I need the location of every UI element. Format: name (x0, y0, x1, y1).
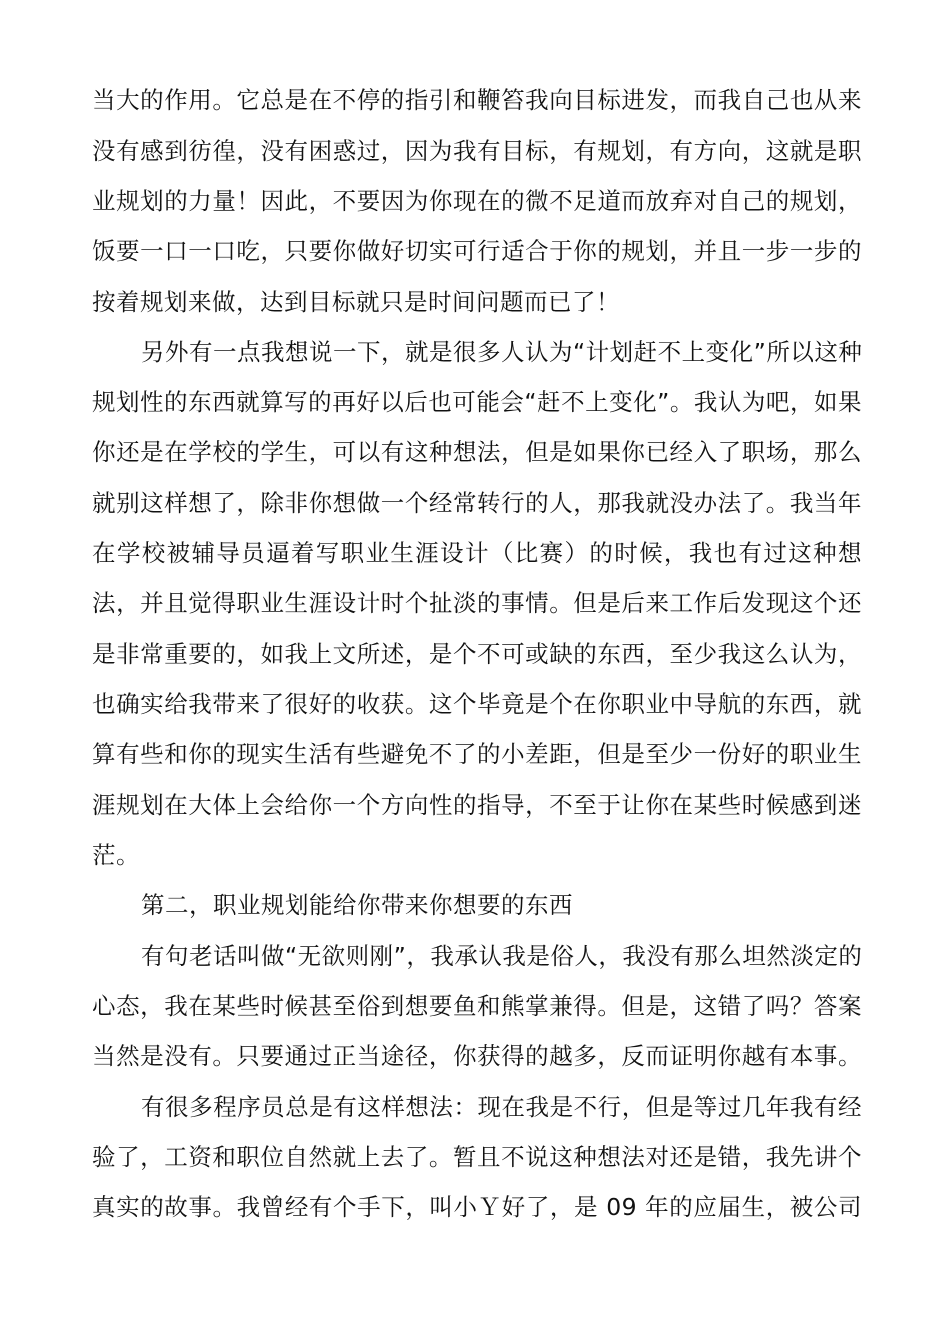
paragraph-start-line: 另外有一点我想说一下，就是很多人认为“计划赶不上变化”所以这种 (141, 338, 863, 366)
text-line: 也确实给我带来了很好的收获。这个毕竟是个在你职业中导航的东西，就 (92, 690, 862, 718)
text-line: 涯规划在大体上会给你一个方向性的指导，不至于让你在某些时候感到迷 (92, 791, 862, 819)
paragraph-start-line: 有很多程序员总是有这样想法：现在我是不行，但是等过几年我有经 (141, 1093, 862, 1121)
text-line: 法，并且觉得职业生涯设计时个扯淡的事情。但是后来工作后发现这个还 (92, 589, 862, 617)
text-line: 业规划的力量！因此，不要因为你现在的微不足道而放弃对自己的规划， (92, 187, 862, 215)
text-line: 规划性的东西就算写的再好以后也可能会“赶不上变化”。我认为吧，如果 (92, 388, 862, 416)
text-line: 饭要一口一口吃，只要你做好切实可行适合于你的规划，并且一步一步的 (92, 237, 862, 265)
section-heading: 第二，职业规划能给你带来你想要的东西 (141, 891, 573, 919)
text-line: 验了，工资和职位自然就上去了。暂且不说这种想法对还是错，我先讲个 (92, 1143, 862, 1171)
text-line: 算有些和你的现实生活有些避免不了的小差距，但是至少一份好的职业生 (92, 740, 862, 768)
text-line: 没有感到彷徨，没有困惑过，因为我有目标，有规划，有方向，这就是职 (92, 137, 862, 165)
text-line: 心态，我在某些时候甚至俗到想要鱼和熊掌兼得。但是，这错了吗？答案 (92, 992, 862, 1020)
text-line: 按着规划来做，达到目标就只是时间问题而已了！ (92, 288, 620, 316)
text-line: 当然是没有。只要通过正当途径，你获得的越多，反而证明你越有本事。 (92, 1042, 862, 1070)
text-line: 茫。 (92, 841, 140, 869)
paragraph-start-line: 有句老话叫做“无欲则刚”，我承认我是俗人，我没有那么坦然淡定的 (141, 942, 863, 970)
text-line: 就别这样想了，除非你想做一个经常转行的人，那我就没办法了。我当年 (92, 489, 862, 517)
text-line: 在学校被辅导员逼着写职业生涯设计（比赛）的时候，我也有过这种想 (92, 539, 862, 567)
text-line: 是非常重要的，如我上文所述，是个不可或缺的东西，至少我这么认为， (92, 640, 862, 668)
text-line: 当大的作用。它总是在不停的指引和鞭笞我向目标进发，而我自己也从来 (92, 86, 862, 114)
text-line: 你还是在学校的学生，可以有这种想法，但是如果你已经入了职场，那么 (92, 438, 862, 466)
text-line: 真实的故事。我曾经有个手下，叫小Ｙ好了，是 09 年的应届生，被公司 (92, 1193, 862, 1221)
